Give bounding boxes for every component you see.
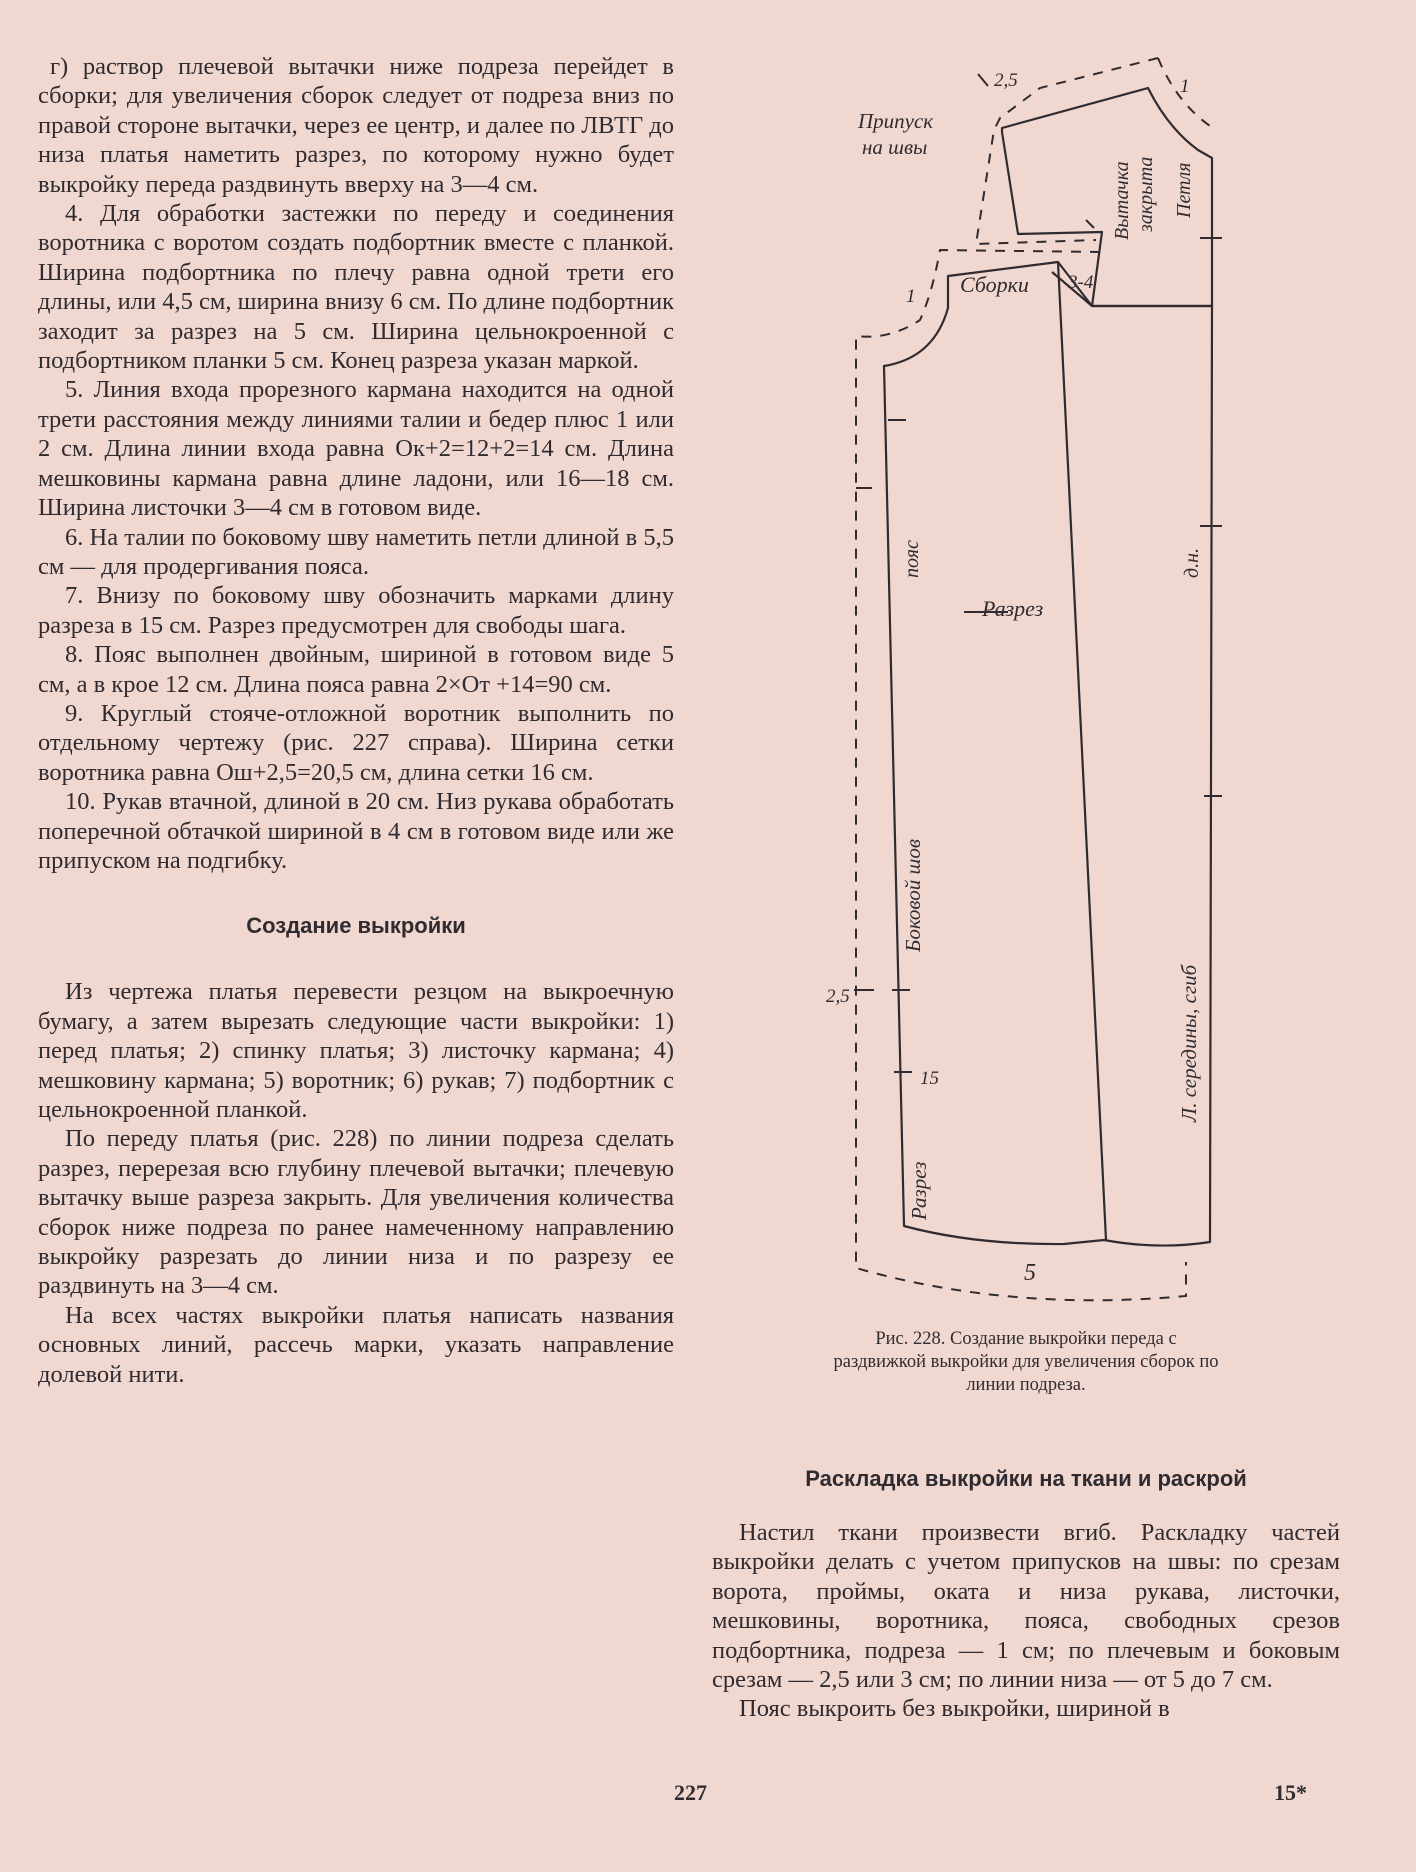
label-cut-middle: Разрез xyxy=(982,596,1044,621)
paragraph-10: 10. Рукав втачной, длиной в 20 см. Низ рукава обработать поперечной обтачкой шириной в 4 см в готовом виде или же припуском на подгибку. xyxy=(38,788,674,874)
paragraph-5: 5. Линия входа прорезного кармана находится на одной трети расстояния между линиями талии и бедер плюс 1 или 2 см. Длина линии входа равна Ок+2=12+2=14 см. Длина мешковины кармана равна длине ладони, или 16—18 см. Ширина листочки 3—4 см в готовом виде. xyxy=(38,376,674,522)
seam-allowance-outline xyxy=(856,58,1216,1300)
label-seam-allowance: Припуск xyxy=(858,109,934,133)
section-heading-pattern: Создание выкройки xyxy=(246,913,466,939)
label-m15: 15 xyxy=(920,1068,939,1089)
paragraph-front-cut: По переду платья (рис. 228) по линии подреза сделать разрез, перерезая всю глубину плечевой вытачки; плечевую вытачку выше разреза закрыть. Для увеличения количества сборок ниже подреза по ранее намеченному направлению выкройку разрезать до линии низа и по разрезу ее раздвинуть на 3—4 см. xyxy=(38,1125,674,1300)
paragraph-9: 9. Круглый стояче-отложной воротник выполнить по отдельному чертежу (рис. 227 справа). Ширина сетки воротника равна Ош+2,5=20,5 см, длина сетки 16 см. xyxy=(38,699,674,786)
label-center-fold: Л. середины, сгиб xyxy=(1177,964,1201,1122)
label-dart-closed-2: закрыта xyxy=(1135,156,1157,232)
paragraph-belt: Пояс выкроить без выкройки, шириной в xyxy=(739,1695,1170,1723)
figure-caption: Рис. 228. Создание выкройки переда с раздвижкой выкройки для увеличения сборок по линии подреза. xyxy=(833,1329,1219,1395)
label-m1-top: 1 xyxy=(1180,76,1190,97)
page-number: 227 xyxy=(674,1780,707,1805)
paragraph-labels: На всех частях выкройки платья написать названия основных линий, рассечь марки, указать направление долевой нити. xyxy=(38,1301,674,1388)
signature-mark: 15* xyxy=(1274,1780,1307,1805)
label-m1-left: 1 xyxy=(906,286,916,307)
label-slit: Разрез xyxy=(907,1161,931,1220)
label-m5: 5 xyxy=(1024,1260,1036,1286)
label-side-seam: Боковой шов xyxy=(901,839,925,952)
paragraph-pattern-parts: Из чертежа платья перевести резцом на выкроечную бумагу, а затем вырезать следующие части выкройки: 1) перед платья; 2) спинку платья; 3) листочку кармана; 4) мешковину кармана; 5) воротник; 6) рукав; 7) подбортник с цельнокроенной планкой. xyxy=(38,978,674,1123)
paragraph-g: г) раствор плечевой вытачки ниже подреза перейдет в сборки; для увеличения сборок следует от подреза вниз по правой стороне вытачки, через ее центр, и далее по ЛВТГ до низа платья наметить разрез, по которому нужно будет выкройку переда раздвинуть вверху на 3—4 см. xyxy=(38,53,674,198)
front-piece-outline xyxy=(884,262,1212,1246)
label-belt: пояс xyxy=(901,540,923,578)
label-m25-side: 2,5 xyxy=(826,986,850,1007)
split-line xyxy=(1058,262,1106,1240)
label-loop: Петля xyxy=(1173,162,1195,218)
right-column xyxy=(712,1518,1340,1724)
label-seam-allowance-2: на швы xyxy=(862,135,928,159)
paragraph-6: 6. На талии по боковому шву наметить петли длиной в 5,5 см — для продергивания пояса. xyxy=(38,523,674,580)
paragraph-4: 4. Для обработки застежки по переду и соединения воротника с воротом создать подбортник вместе с планкой. Ширина подбортника по плечу равна одной трети его длины, или 4,5 см, ширина внизу 6 см. По длине подбортник заходит за разрез на 5 см. Ширина цельнокроенной с подбортником планки 5 см. Конец разреза указан маркой. xyxy=(38,200,674,375)
section-heading-layout: Раскладка выкройки на ткани и раскрой xyxy=(805,1466,1247,1491)
label-gathers: Сборки xyxy=(960,272,1029,297)
label-gap: 3-4 xyxy=(1068,272,1094,293)
paragraph-7: 7. Внизу по боковому шву обозначить марками длину разреза в 15 см. Разрез предусмотрен для свободы шага. xyxy=(38,582,674,639)
label-bust-line: д.н. xyxy=(1181,547,1203,578)
paragraph-layout: Настил ткани произвести вгиб. Раскладку частей выкройки делать с учетом припусков на швы: по срезам ворота, проймы, оката и низа рукава, листочки, мешковины, воротника, пояса, свободных срезов подбортника, подреза — 1 см; по плечевым и боковым срезам — 2,5 или 3 см; по линии низа — от 5 до 7 см. xyxy=(712,1519,1340,1694)
label-dart-closed: Вытачка xyxy=(1111,161,1133,240)
label-m25-top: 2,5 xyxy=(994,70,1018,91)
paragraph-8: 8. Пояс выполнен двойным, шириной в готовом виде 5 см, а в крое 12 см. Длина пояса равна 2×От +14=90 см. xyxy=(38,641,674,698)
